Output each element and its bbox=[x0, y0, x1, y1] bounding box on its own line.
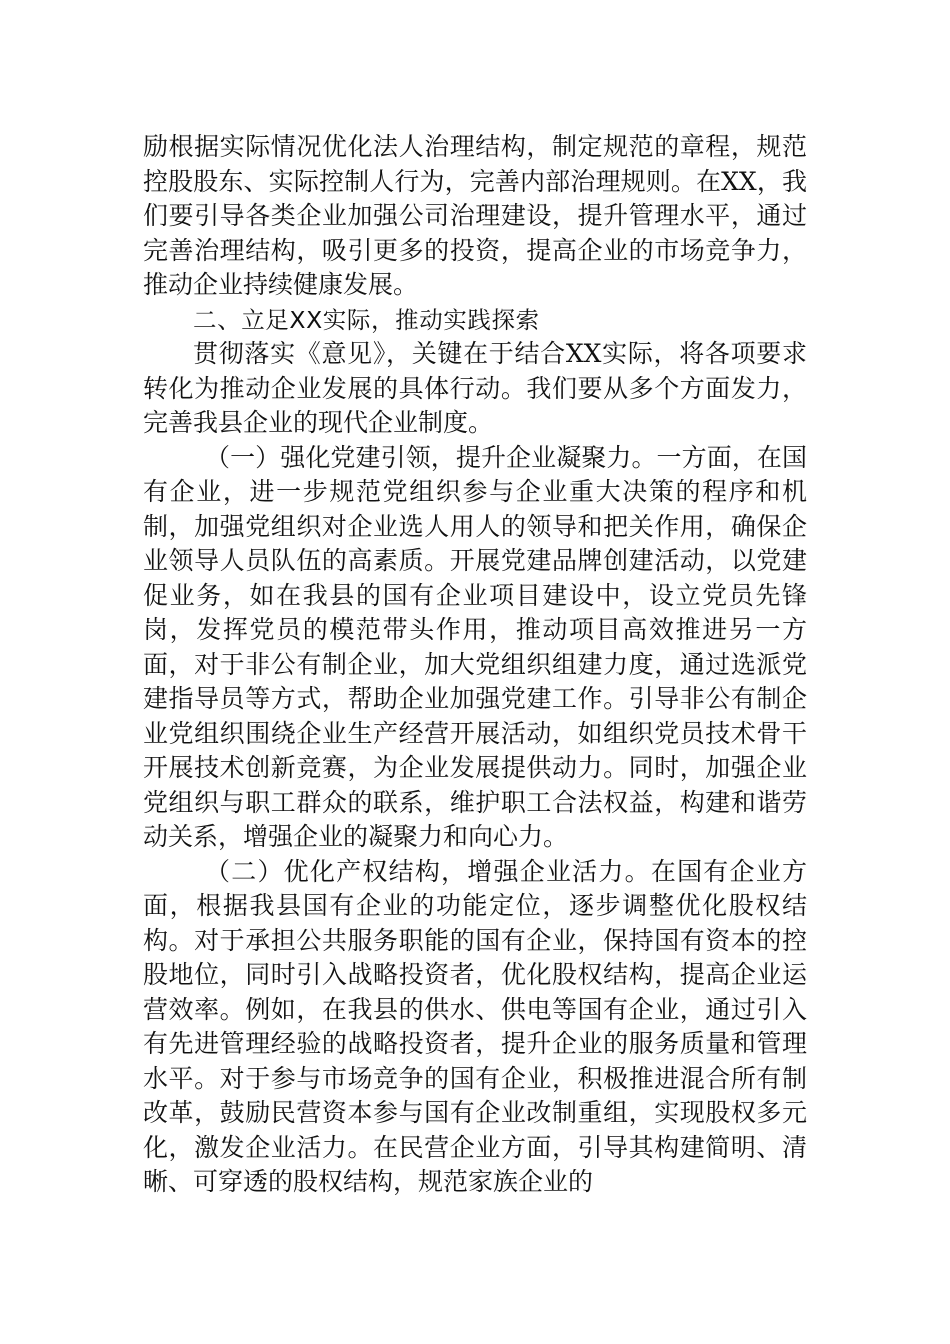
section-heading: 二、立足XX实际，推动实践探索 bbox=[193, 305, 540, 334]
paragraph-party-building: （一）强化党建引领，提升企业凝聚力。一方面，在国有企业，进一步规范党组织参与企业重大决策的程序和机制，加强党组织对企业选人用人的领导和把关作用，确保企业领导人员队伍的高素质。开展党建品牌创建活动，以党建促业务，如在我县的国有企业项目建设中，设立党员先锋岗，发挥党员的模范带头作用，推动项目高效推进另一方面，对于非公有制企业，加大党组织组建力度，通过选派党建指导员等方式，帮助企业加强党建工作。引导非公有制企业党组织围绕企业生产经营开展活动，如组织党员技术骨干开展技术创新竞赛，为企业发展提供动力。同时，加强企业党组织与职工群众的联系，维护职工合法权益，构建和谐劳动关系，增强企业的凝聚力和向心力。 bbox=[143, 442, 807, 851]
paragraph-continuation: 励根据实际情况优化法人治理结构，制定规范的章程，规范控股股东、实际控制人行为，完善内部治理规则。在XX，我们要引导各类企业加强公司治理建设，提升管理水平，通过完善治理结构，吸引更多的投资，提高企业的市场竞争力，推动企业持续健康发展。 bbox=[143, 132, 807, 299]
paragraph-property-rights: （二）优化产权结构，增强企业活力。在国有企业方面，根据我县国有企业的功能定位，逐步调整优化股权结构。对于承担公共服务职能的国有企业，保持国有资本的控股地位，同时引入战略投资者，优化股权结构，提高企业运营效率。例如，在我县的供水、供电等国有企业，通过引入有先进管理经验的战略投资者，提升企业的服务质量和管理水平。对于参与市场竞争的国有企业，积极推进混合所有制改革，鼓励民营资本参与国有企业改制重组，实现股权多元化，激发企业活力。在民营企业方面，引导其构建简明、清晰、可穿透的股权结构，规范家族企业的 bbox=[143, 856, 807, 1196]
document-body bbox=[143, 130, 807, 1200]
paragraph-intro: 贯彻落实《意见》，关键在于结合XX实际，将各项要求转化为推动企业发展的具体行动。我们要从多个方面发力，完善我县企业的现代企业制度。 bbox=[143, 339, 807, 437]
